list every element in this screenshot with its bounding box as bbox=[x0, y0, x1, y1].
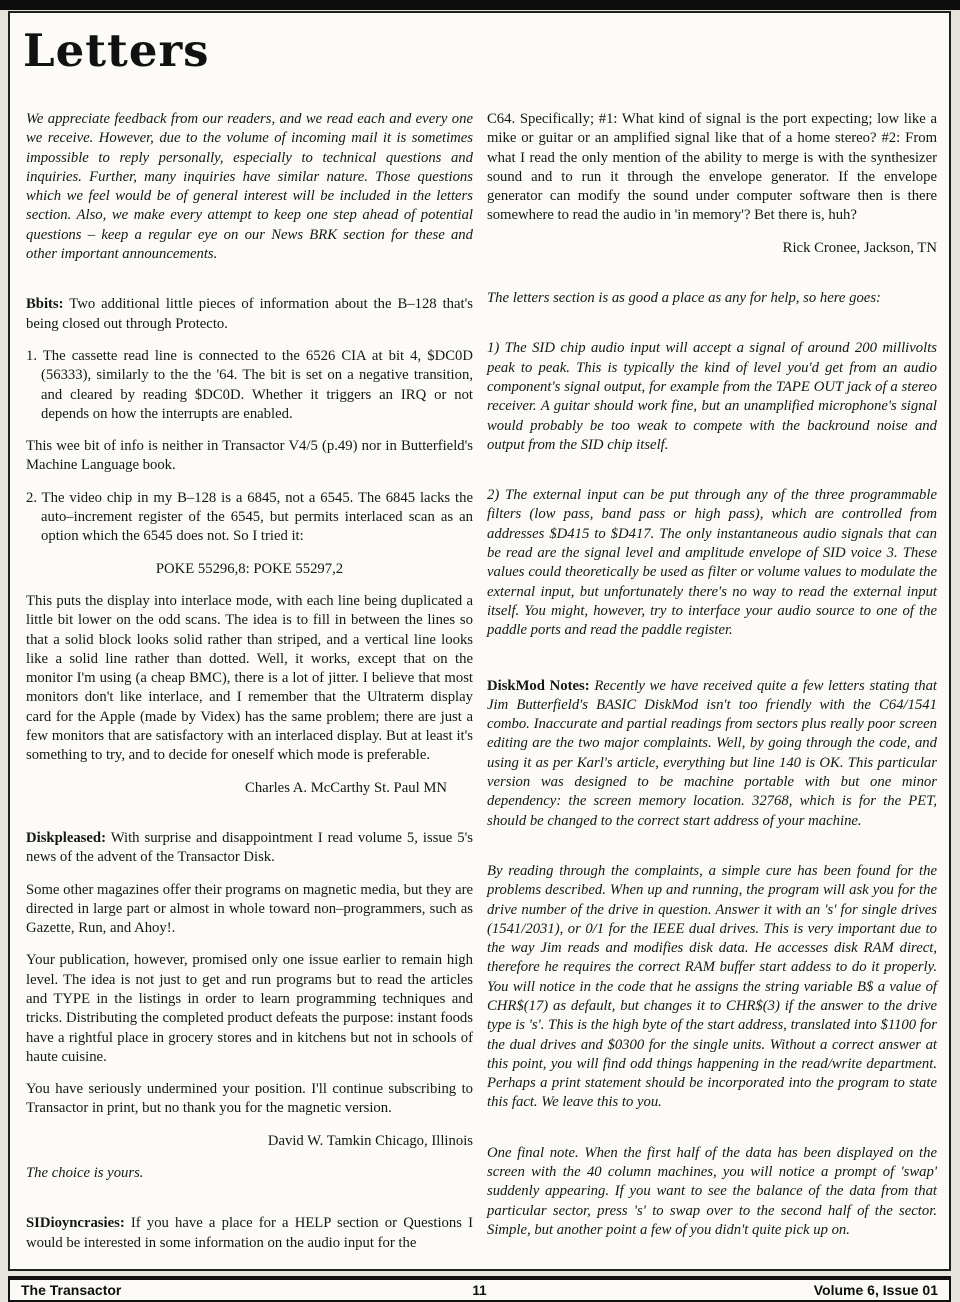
footer-magazine-name: The Transactor bbox=[21, 1282, 122, 1298]
sidioyncrasies-text: If you have a place for a HELP section or Questions I would be interested in some information on the audio input for the bbox=[26, 1215, 474, 1251]
signature-mccarthy: Charles A. McCarthy St. Paul MN bbox=[245, 779, 447, 796]
cure-reply: By reading through the complaints, a simple cure has been found for the problems described. When up and running, the program will ask you for the drive number of the drive in question. Answer it with an 's' for single drives (1541/2031), or 0/1 for the IEEE dual drives. This is very important due to the way Jim reads and modifies disk data. He accesses disk RAM direct, therefore he requires the correct RAM buffer start addess to do it properly. You will notice in the code that he assigns the string variable B$ a value of CHR$(17) as default, but changes it to CHR$(3) if the answer to the drive type is 's'. This is the high byte of the start address, translated into $1100 for the dual drives and $0300 for the single units. Without a correct answer at this point, you will find odd things happening in the read/write department. Perhaps a print statement should be incorporated into the program to state this fact. We leave this to you. bbox=[487, 862, 937, 1111]
diskmod-lead: DiskMod Notes: bbox=[487, 677, 590, 694]
page-title: Letters bbox=[23, 24, 210, 77]
signature-cronee: Rick Cronee, Jackson, TN bbox=[782, 239, 937, 256]
bbits-lead: Bbits: bbox=[26, 296, 64, 313]
item-1 bbox=[26, 347, 473, 424]
signature-tamkin: David W. Tamkin Chicago, Illinois bbox=[267, 1132, 473, 1149]
diskmod-notes bbox=[487, 677, 937, 831]
footer-volume-issue: Volume 6, Issue 01 bbox=[813, 1282, 938, 1298]
item-2 bbox=[26, 489, 473, 547]
diskpleased-letter bbox=[26, 829, 473, 868]
publication-paragraph: Your publication, however, promised only one issue earlier to remain high level. The idea is not just to get and run programs but to read the articles and TYPE in the listings in order to learn programming techniques and tricks. Distributing the completed product defeats the purpose: instant foods have a rightful place in grocery stores and in kitchens but not in schools of haute cuisine. bbox=[26, 952, 473, 1065]
diskpleased-text: With surprise and disappointment I read volume 5, issue 5's news of the advent of the Transactor Disk. bbox=[26, 829, 473, 866]
wee-bit-note: This wee bit of info is neither in Transactor V4/5 (p.49) nor in Butterfield's Machine Language book. bbox=[26, 438, 473, 474]
item-2-text: The video chip in my B–128 is a 6845, not a 6545. The 6845 lacks the auto–increment register of the 6545, but permits interlaced scan as an option which the 6545 does not. So I tried it: bbox=[41, 489, 473, 545]
footer-page-number: 11 bbox=[472, 1282, 487, 1298]
reply-1: 1) The SID chip audio input will accept a signal of around 200 millivolts peak to peak. This is typically the kind of level you'd get from an audio component's signal output, for example from the TAPE OUT jack of a stereo receiver. A guitar should work fine, but an unamplified microphone's signal would probably be too weak to compete with the backround noise and output from the SID chip itself. bbox=[487, 340, 937, 453]
c64-paragraph: C64. Specifically; #1: What kind of signal is the port expecting; low like a mike or guitar or an amplified signal like that of a home stereo? #2: From what I read the only mention of the ability to merge is with the synthesizer sound and to run it through the envelope generator. If the envelope generator can modify the sound under computer software then is there somewhere to read the audio in 'in memory'? Bet there is, huh? bbox=[487, 111, 937, 224]
reply-2: 2) The external input can be put through any of the three programmable filters (low pass, band pass or high pass), which are controlled from addresses $D415 to $D417. The only instantaneous audio signals that can be read are the signal level and amplitude envelope of SID voice 3. These values could theoretically be used as filter or volume values to modulate the external input, but unfortunately there's no way to read the external input itself. You might, however, try to interface your audio source to one of the paddle ports and read the paddle register. bbox=[487, 487, 937, 639]
poke-code-line: POKE 55296,8: POKE 55297,2 bbox=[155, 560, 344, 577]
final-note: One final note. When the first half of the data has been displayed on the screen with the 40 column machines, you will notice a prompt of 'swap' suddenly appearing. If you want to see the balance of the data from that particular sector, press 's' to swap over to the second half of the sector. Simple, but another point a few of you didn't quite pick up on. bbox=[487, 1144, 937, 1238]
page-footer bbox=[8, 1276, 951, 1302]
diskpleased-lead: Diskpleased: bbox=[26, 829, 106, 846]
undermined-paragraph: You have seriously undermined your position. I'll continue subscribing to Transactor in print, but no thank you for the magnetic version. bbox=[26, 1081, 473, 1117]
item-2-number: 2. bbox=[26, 489, 38, 506]
page-frame bbox=[8, 11, 951, 1271]
left-column bbox=[26, 110, 473, 1253]
item-1-number: 1. bbox=[26, 347, 38, 364]
choice-reply: The choice is yours. bbox=[26, 1165, 144, 1182]
diskmod-text: Recently we have received quite a few letters stating that Jim Butterfield's BASIC DiskMod isn't too friendly with the C64/1541 combo. Inaccurate and partial readings from sectors plus really poor screen editing are the two major complaints. Well, by going through the code, and using it as per Karl's article, everything but line 140 is OK. This particular version was designed to be machine portable with but one minor dependency: the screen memory location. 32768, which is for the PET, should be changed to the correct start address of your machine. bbox=[487, 677, 937, 829]
magazines-paragraph: Some other magazines offer their programs on magnetic media, but they are directed in large part or almost in whole toward non–programmers, such as Gazette, Run, and Ahoy!. bbox=[26, 881, 473, 937]
bbits-letter bbox=[26, 295, 473, 334]
right-column bbox=[487, 110, 937, 1240]
interlace-paragraph: This puts the display into interlace mode, with each line being duplicated a little bit lower on the odd scans. The idea is to fill in between the lines so that a solid block looks solid rather than striped, and a vertical line looks like a solid line rather than dotted. Well, it works, except that on the monitor I'm using (a cheap BMC), there is a lot of jitter. I believe that most monitors don't like interlace, and I remember that the Ultraterm display card for the Apple (made by Videx) has the same problem; there are just a few monitors that are satisfactory with an interlaced display. But at least it's something to try, and to decide for oneself which mode is preferable. bbox=[26, 592, 473, 764]
sidioyncrasies-letter bbox=[26, 1214, 473, 1253]
letters-help-reply: The letters section is as good a place as any for help, so here goes: bbox=[487, 290, 881, 307]
intro-paragraph: We appreciate feedback from our readers, and we read each and every one we receive. However, due to the volume of incoming mail it is sometimes impossible to reply personally, especially to technical questions and inquiries. Further, many inquiries have similar nature. Those questions which we feel would be of general interest will be included in the letters section. Also, we make every attempt to keep one step ahead of potential questions – keep a regular eye on our News BRK section for these and other important announcements. bbox=[26, 111, 473, 263]
sidioyncrasies-lead: SIDioyncrasies: bbox=[26, 1215, 125, 1232]
bbits-text: Two additional little pieces of information about the B–128 that's being closed out through Protecto. bbox=[26, 296, 473, 332]
scan-edge-strip bbox=[0, 0, 960, 10]
item-1-text: The cassette read line is connected to the 6526 CIA at bit 4, $DC0D (56333), similarly to the the '64. The bit is set on a negative transition, and cleared by reading $DC0D. Whether it triggers an IRQ or not depends on how the interrupts are enabled. bbox=[41, 347, 473, 422]
